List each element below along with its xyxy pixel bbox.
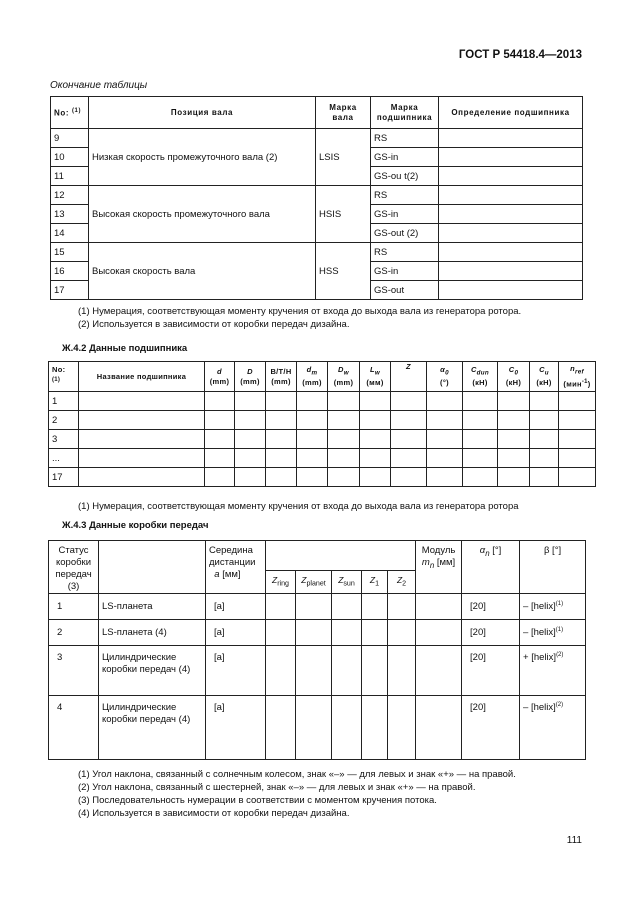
continuation-label: Окончание таблицы (50, 80, 148, 91)
shaft-mark: LSIS (316, 129, 371, 186)
middle-distance: [a] (206, 594, 266, 620)
shaft-position: Низкая скорость промежуточного вала (2) (89, 129, 316, 186)
bearing-def (439, 281, 583, 300)
alpha-value: [20] (462, 696, 520, 760)
row-num: 15 (51, 243, 89, 262)
bearing-mark: GS-in (371, 148, 439, 167)
bearing-mark: GS-ou t(2) (371, 167, 439, 186)
gear-name: LS-планета (99, 594, 206, 620)
gear-name: Цилиндрические коробки передач (4) (99, 696, 206, 760)
beta-value: – [helix]$^{(2)}$ (520, 696, 586, 760)
header-d: d (mm) (205, 362, 235, 392)
middle-distance: [a] (206, 620, 266, 646)
bearing-def (439, 148, 583, 167)
bearing-data-table (48, 361, 596, 487)
beta-value: – [helix]$^{(1)}$ (520, 594, 586, 620)
header-bth: B/T/H (mm) (266, 362, 297, 392)
bearing-mark: GS-in (371, 205, 439, 224)
alpha-value: [20] (462, 620, 520, 646)
header-bearing-mark: Марка подшипника (371, 97, 439, 129)
row-num: 10 (51, 148, 89, 167)
header-status: Статус коробки передач (3) (49, 541, 99, 594)
shaft-position: Высокая скорость промежуточного вала (89, 186, 316, 243)
header-no: No: $^{(1)}$ (49, 362, 79, 392)
shaft-mark: HSIS (316, 186, 371, 243)
bearing-mark: GS-out (371, 281, 439, 300)
header-position: Позиция вала (89, 97, 316, 129)
header-bearing-def: Определение подшипника (439, 97, 583, 129)
bearing-def (439, 224, 583, 243)
header-z-ring: $Z_{ring}$ (266, 571, 296, 594)
gearbox-data-table (48, 540, 586, 760)
bearing-mark: GS-out (2) (371, 224, 439, 243)
header-no: No: $^{(1)}$ (51, 97, 89, 129)
gear-name: LS-планета (4) (99, 620, 206, 646)
header-alpha0: $\alpha_0$ (°) (427, 362, 463, 392)
header-name (99, 541, 206, 594)
alpha-value: [20] (462, 646, 520, 696)
table1-note-1: (1) Нумерация, соответствующая моменту кручения от входа до выхода вала из генератора ротора. (78, 306, 522, 317)
header-middle: Середина дистанции a [мм] (206, 541, 266, 594)
shaft-table (50, 96, 583, 300)
table3-note-4: (4) Используется в зависимости от коробки передач дизайна. (78, 808, 350, 819)
row-num: 1 (49, 594, 99, 620)
bearing-mark: GS-in (371, 262, 439, 281)
standard-code: ГОСТ Р 54418.4—2013 (458, 49, 582, 61)
bearing-def (439, 129, 583, 148)
header-z-sun: $Z_{sun}$ (332, 571, 362, 594)
row-num: 2 (49, 620, 99, 646)
row-num: 12 (51, 186, 89, 205)
section-title-bearings: Ж.4.2 Данные подшипника (62, 343, 188, 354)
alpha-value: [20] (462, 594, 520, 620)
header-bearing-name: Название подшипника (79, 362, 205, 392)
bearing-mark: RS (371, 186, 439, 205)
bearing-def (439, 167, 583, 186)
row-num: 2 (49, 411, 79, 430)
header-beta: β [°] (520, 541, 586, 594)
header-D: D (mm) (235, 362, 266, 392)
header-Cu: $C_u$ (кН) (530, 362, 559, 392)
row-num: 17 (49, 468, 79, 487)
shaft-position: Высокая скорость вала (89, 243, 316, 300)
header-dm: $d_m$ (mm) (297, 362, 328, 392)
gear-name: Цилиндрические коробки передач (4) (99, 646, 206, 696)
beta-value: – [helix]$^{(1)}$ (520, 620, 586, 646)
table3-note-1: (1) Угол наклона, связанный с солнечным колесом, знак «–» — для левых и знак «+» — на правой. (78, 769, 516, 780)
table1-note-2: (2) Используется в зависимости от коробки передач дизайна. (78, 319, 350, 330)
header-z-planet: $Z_{planet}$ (296, 571, 332, 594)
shaft-mark: HSS (316, 243, 371, 300)
bearing-mark: RS (371, 243, 439, 262)
row-num: 17 (51, 281, 89, 300)
header-alpha: $\alpha_n$ [°] (462, 541, 520, 594)
table3-note-3: (3) Последовательность нумерации в соответствии с моментом кручения потока. (78, 795, 437, 806)
section-title-gearbox: Ж.4.3 Данные коробки передач (62, 520, 209, 531)
row-num: 11 (51, 167, 89, 186)
bearing-mark: RS (371, 129, 439, 148)
header-nref: $n_{ref}$ (мин$^{-1}$) (559, 362, 596, 392)
bearing-def (439, 205, 583, 224)
header-Cdun: $C_{dun}$ (кН) (463, 362, 498, 392)
row-num: ... (49, 449, 79, 468)
middle-distance: [a] (206, 646, 266, 696)
row-num: 14 (51, 224, 89, 243)
row-num: 4 (49, 696, 99, 760)
page-number: 111 (566, 835, 582, 846)
bearing-def (439, 262, 583, 281)
header-teeth (266, 541, 416, 571)
header-C0: $C_0$ (кН) (498, 362, 530, 392)
row-num: 3 (49, 430, 79, 449)
row-num: 9 (51, 129, 89, 148)
row-num: 1 (49, 392, 79, 411)
header-z1: $Z_1$ (362, 571, 388, 594)
header-z2: $Z_2$ (388, 571, 416, 594)
table3-note-2: (2) Угол наклона, связанный с шестерней, знак «–» — для левых и знак «+» — на правой. (78, 782, 476, 793)
bearing-def (439, 186, 583, 205)
row-num: 16 (51, 262, 89, 281)
header-shaft-mark: Марка вала (316, 97, 371, 129)
header-Z: Z (391, 362, 427, 392)
row-num: 13 (51, 205, 89, 224)
header-module: Модуль $m_n$ [мм] (416, 541, 462, 594)
table2-note: (1) Нумерация, соответствующая моменту кручения от входа до выхода вала из генератора ротора (78, 501, 519, 512)
row-num: 3 (49, 646, 99, 696)
beta-value: + [helix]$^{(2)}$ (520, 646, 586, 696)
header-Lw: $L_w$ (мм) (360, 362, 391, 392)
header-Dw: $D_w$ (mm) (328, 362, 360, 392)
middle-distance: [a] (206, 696, 266, 760)
bearing-def (439, 243, 583, 262)
